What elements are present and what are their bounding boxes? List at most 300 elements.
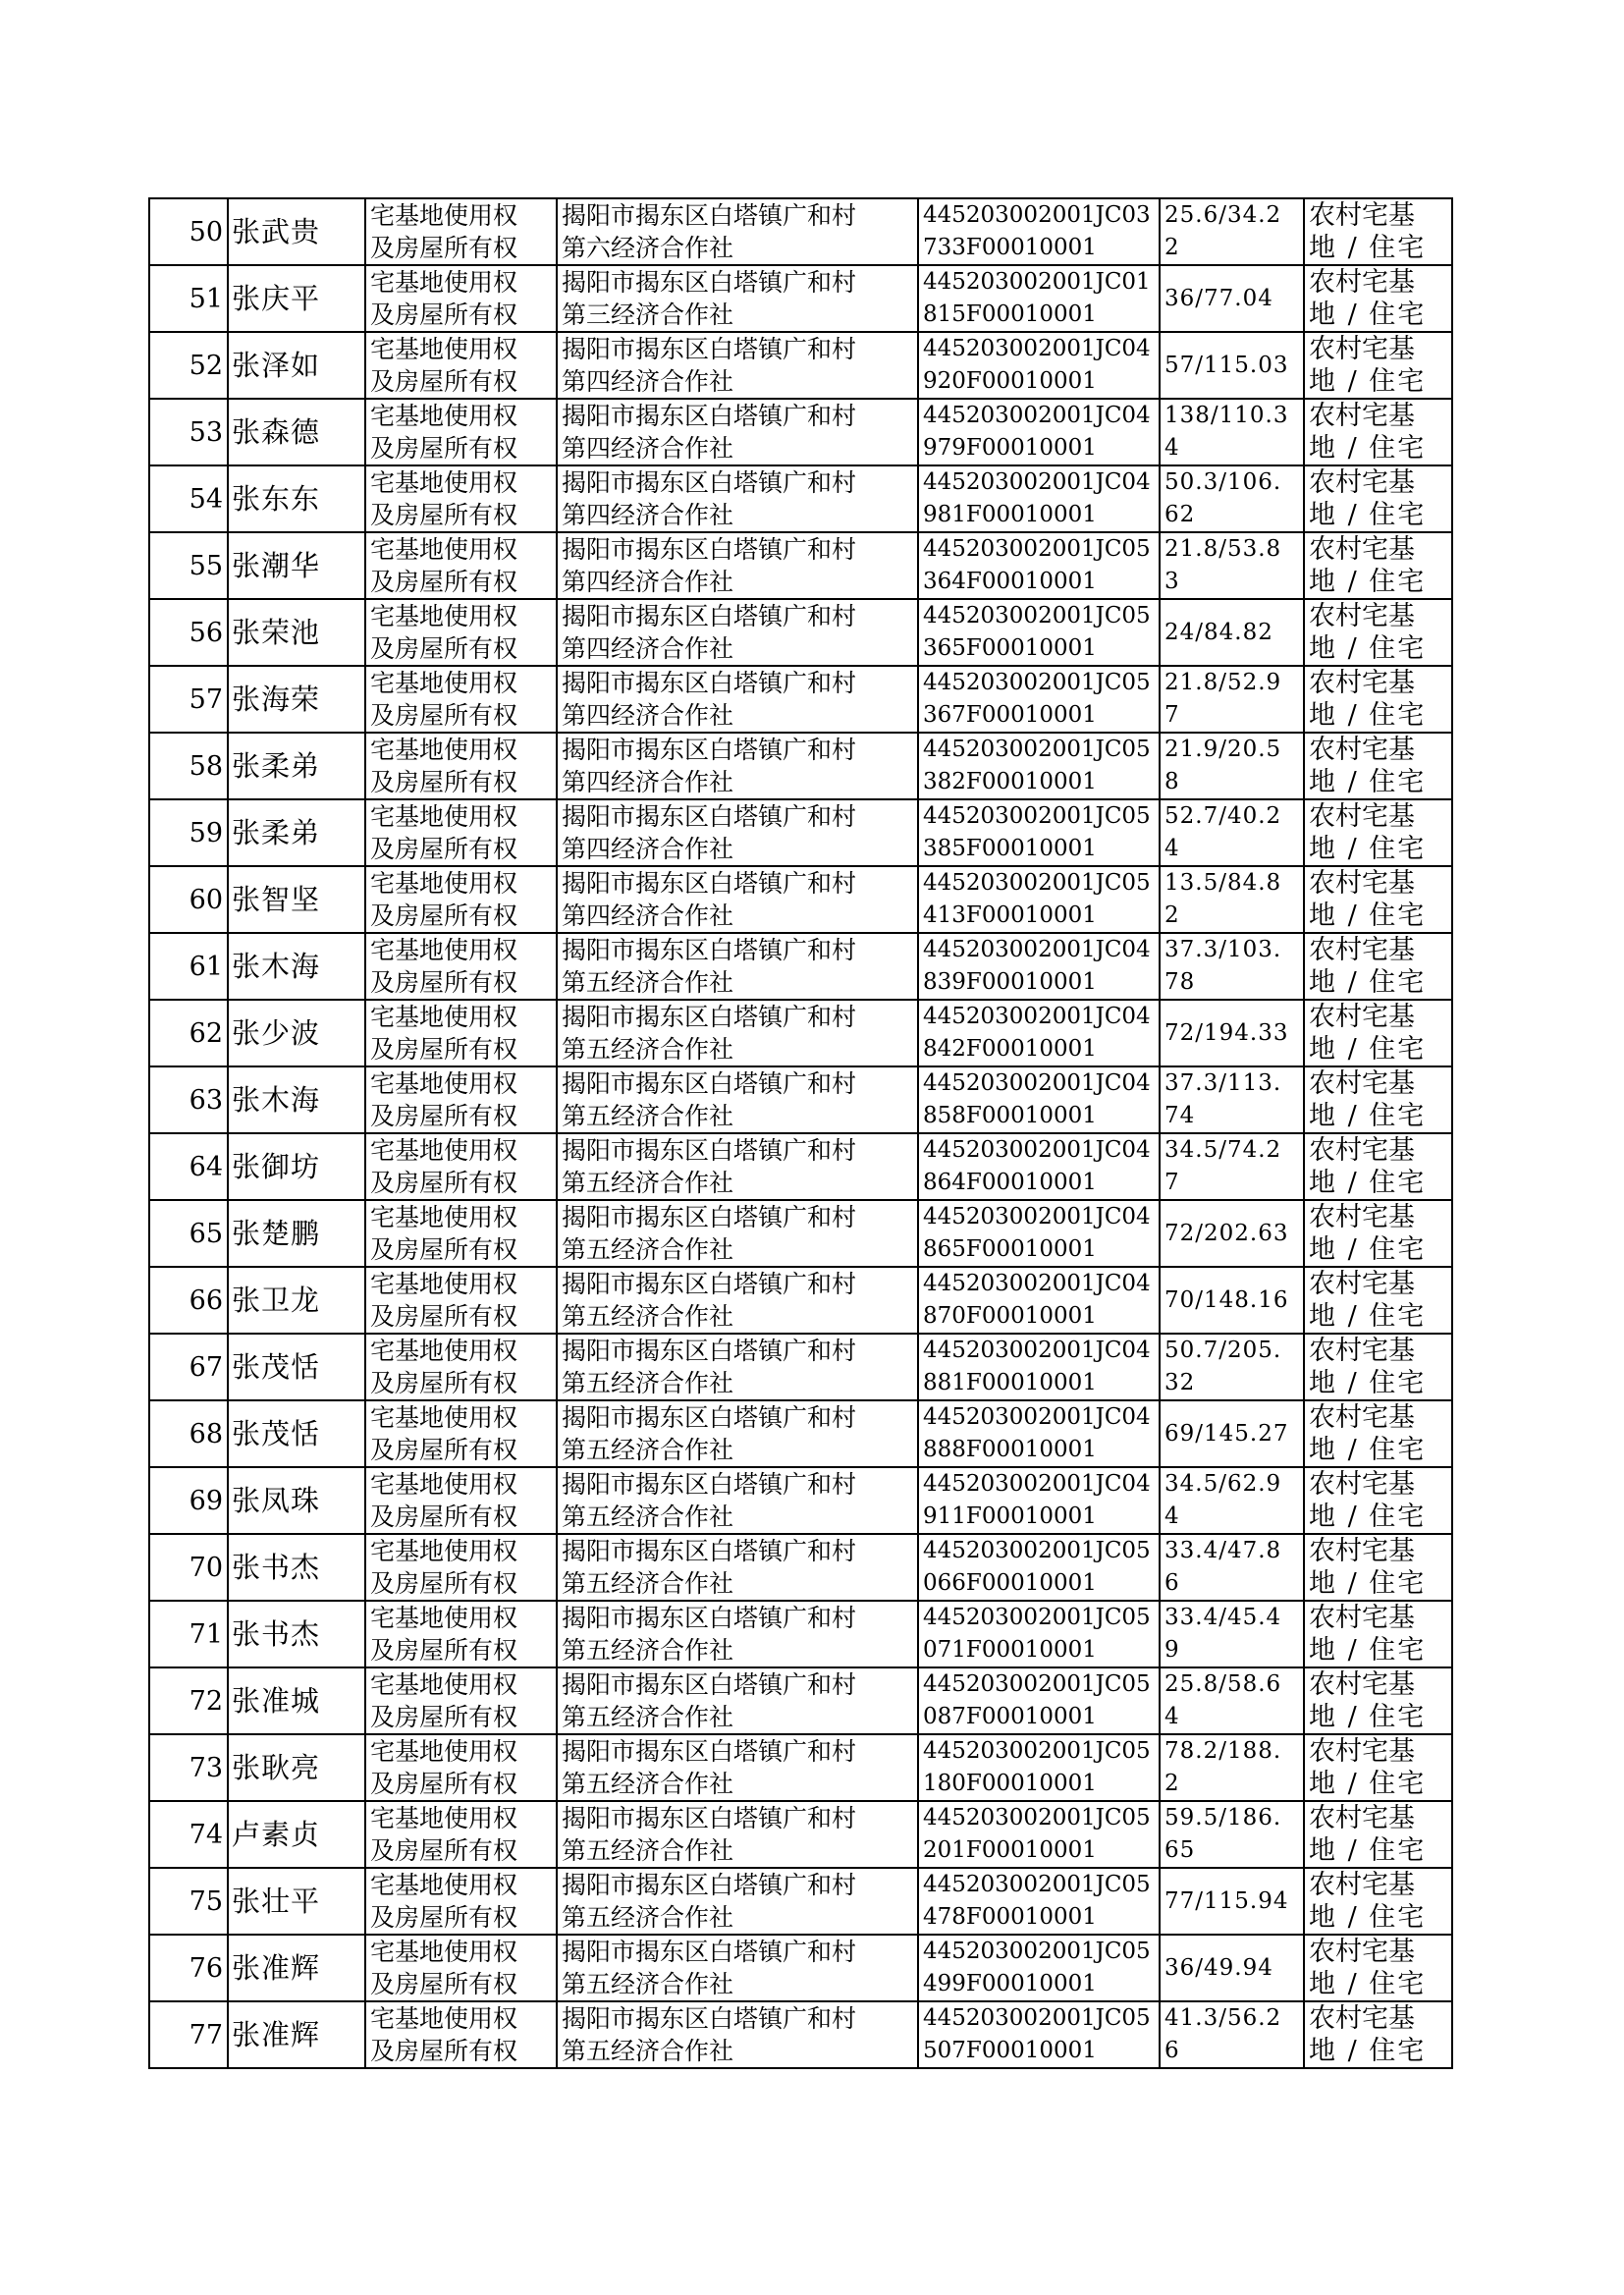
row-number-cell: 70 (149, 1534, 228, 1601)
table-row (149, 1267, 1452, 1334)
right-type-cell (365, 265, 557, 332)
parcel-code-line: 445203002001JC03 (923, 202, 1151, 228)
collective-org-line: 揭阳市揭东区白塔镇广和村 (562, 468, 857, 497)
collective-org-line: 第五经济合作社 (562, 2037, 734, 2065)
right-type-line: 及房屋所有权 (370, 1369, 518, 1397)
table-row (149, 1935, 1452, 2001)
right-type-cell (365, 1935, 557, 2001)
area-value-cell (1160, 599, 1304, 666)
parcel-code-cell (918, 198, 1160, 265)
parcel-code-line: 815F00010001 (923, 301, 1097, 327)
parcel-code-line: 201F00010001 (923, 1837, 1097, 1863)
row-number-cell: 56 (149, 599, 228, 666)
parcel-code-line: 445203002001JC04 (923, 1004, 1151, 1029)
parcel-code-cell (918, 1400, 1160, 1467)
collective-org-cell (557, 1133, 918, 1200)
land-use-line: 农村宅基 (1309, 401, 1415, 431)
owner-name-cell: 张东东 (228, 465, 365, 532)
area-value-line: 69/145.27 (1164, 1420, 1289, 1447)
area-value-line: 24/84.82 (1164, 619, 1273, 645)
table-row (149, 1601, 1452, 1667)
land-use-cell (1304, 1267, 1452, 1334)
right-type-line: 及房屋所有权 (370, 434, 518, 463)
land-use-line: 农村宅基 (1309, 1536, 1415, 1566)
parcel-code-cell (918, 599, 1160, 666)
parcel-code-line: 180F00010001 (923, 1771, 1097, 1796)
right-type-cell (365, 733, 557, 799)
right-type-line: 宅基地使用权 (370, 1871, 518, 1899)
land-use-line: 地 / 住宅 (1309, 834, 1427, 864)
collective-org-cell (557, 1000, 918, 1066)
right-type-line: 宅基地使用权 (370, 1270, 518, 1298)
table-row (149, 866, 1452, 933)
area-value-line: 59.5/186. (1164, 1805, 1282, 1831)
owner-name-cell: 张少波 (228, 1000, 365, 1066)
land-use-line: 地 / 住宅 (1309, 967, 1427, 998)
parcel-code-line: 445203002001JC04 (923, 1338, 1151, 1363)
right-type-line: 宅基地使用权 (370, 869, 518, 898)
land-use-line: 地 / 住宅 (1309, 901, 1427, 931)
right-type-line: 宅基地使用权 (370, 1938, 518, 1966)
table-row (149, 1200, 1452, 1267)
land-use-cell (1304, 198, 1452, 265)
right-type-cell (365, 599, 557, 666)
area-value-line: 37.3/103. (1164, 937, 1282, 962)
land-use-line: 农村宅基 (1309, 1402, 1415, 1433)
area-value-line: 7 (1164, 1170, 1180, 1195)
right-type-cell (365, 1667, 557, 1734)
owner-name-cell: 张楚鹏 (228, 1200, 365, 1267)
row-number-cell: 65 (149, 1200, 228, 1267)
land-use-cell (1304, 666, 1452, 733)
parcel-code-cell (918, 465, 1160, 532)
parcel-code-cell (918, 733, 1160, 799)
right-type-line: 宅基地使用权 (370, 468, 518, 497)
parcel-code-cell (918, 1868, 1160, 1935)
collective-org-line: 揭阳市揭东区白塔镇广和村 (562, 936, 857, 964)
collective-org-line: 第四经济合作社 (562, 634, 734, 663)
area-value-cell (1160, 1267, 1304, 1334)
area-value-cell (1160, 933, 1304, 1000)
land-use-cell (1304, 2001, 1452, 2068)
right-type-line: 及房屋所有权 (370, 968, 518, 997)
collective-org-line: 揭阳市揭东区白塔镇广和村 (562, 1270, 857, 1298)
area-value-line: 78 (1164, 969, 1196, 995)
collective-org-line: 揭阳市揭东区白塔镇广和村 (562, 535, 857, 564)
collective-org-line: 揭阳市揭东区白塔镇广和村 (562, 1203, 857, 1231)
area-value-line: 62 (1164, 502, 1196, 527)
collective-org-cell (557, 866, 918, 933)
land-use-line: 地 / 住宅 (1309, 1502, 1427, 1532)
area-value-line: 78.2/188. (1164, 1738, 1282, 1764)
parcel-code-cell (918, 1935, 1160, 2001)
collective-org-line: 第五经济合作社 (562, 1770, 734, 1798)
collective-org-line: 揭阳市揭东区白塔镇广和村 (562, 1537, 857, 1565)
land-use-line: 农村宅基 (1309, 1002, 1415, 1032)
parcel-code-cell (918, 1667, 1160, 1734)
area-value-line: 21.8/53.8 (1164, 536, 1282, 562)
area-value-line: 50.3/106. (1164, 469, 1282, 495)
area-value-line: 2 (1164, 235, 1180, 260)
area-value-cell (1160, 1200, 1304, 1267)
land-use-cell (1304, 1734, 1452, 1801)
land-use-line: 地 / 住宅 (1309, 1101, 1427, 1131)
right-type-line: 宅基地使用权 (370, 1003, 518, 1031)
land-use-line: 农村宅基 (1309, 801, 1415, 832)
area-value-line: 57/115.03 (1164, 352, 1289, 378)
parcel-code-cell (918, 1334, 1160, 1400)
registry-table-body (149, 198, 1452, 2068)
area-value-line: 65 (1164, 1837, 1196, 1863)
right-type-line: 宅基地使用权 (370, 736, 518, 764)
table-row (149, 1467, 1452, 1534)
parcel-code-cell (918, 1133, 1160, 1200)
right-type-line: 宅基地使用权 (370, 268, 518, 297)
area-value-line: 37.3/113. (1164, 1070, 1282, 1096)
land-use-line: 农村宅基 (1309, 601, 1415, 631)
right-type-line: 宅基地使用权 (370, 802, 518, 831)
parcel-code-cell (918, 933, 1160, 1000)
area-value-line: 25.6/34.2 (1164, 202, 1282, 228)
collective-org-line: 揭阳市揭东区白塔镇广和村 (562, 268, 857, 297)
right-type-cell (365, 399, 557, 465)
parcel-code-cell (918, 1467, 1160, 1534)
table-row (149, 1400, 1452, 1467)
parcel-code-cell (918, 1534, 1160, 1601)
collective-org-line: 揭阳市揭东区白塔镇广和村 (562, 402, 857, 430)
collective-org-line: 第五经济合作社 (562, 1235, 734, 1264)
land-use-line: 地 / 住宅 (1309, 1435, 1427, 1465)
collective-org-cell (557, 465, 918, 532)
table-row (149, 1667, 1452, 1734)
right-type-line: 及房屋所有权 (370, 768, 518, 796)
parcel-code-line: 445203002001JC05 (923, 1872, 1151, 1897)
right-type-line: 及房屋所有权 (370, 501, 518, 529)
collective-org-line: 第五经济合作社 (562, 1569, 734, 1598)
land-use-cell (1304, 1400, 1452, 1467)
collective-org-cell (557, 1334, 918, 1400)
collective-org-line: 第五经济合作社 (562, 1703, 734, 1731)
land-use-line: 地 / 住宅 (1309, 633, 1427, 664)
land-use-line: 地 / 住宅 (1309, 300, 1427, 330)
area-value-cell (1160, 1801, 1304, 1868)
right-type-line: 宅基地使用权 (370, 669, 518, 697)
table-row (149, 265, 1452, 332)
land-use-line: 地 / 住宅 (1309, 1835, 1427, 1866)
parcel-code-line: 445203002001JC05 (923, 603, 1151, 628)
parcel-code-line: 870F00010001 (923, 1303, 1097, 1329)
area-value-cell (1160, 465, 1304, 532)
parcel-code-line: 413F00010001 (923, 902, 1097, 928)
owner-name-cell: 张泽如 (228, 332, 365, 399)
table-row (149, 666, 1452, 733)
collective-org-line: 揭阳市揭东区白塔镇广和村 (562, 1670, 857, 1699)
right-type-line: 宅基地使用权 (370, 1203, 518, 1231)
land-use-line: 农村宅基 (1309, 2003, 1415, 2034)
collective-org-cell (557, 532, 918, 599)
owner-name-cell: 张庆平 (228, 265, 365, 332)
land-use-cell (1304, 1801, 1452, 1868)
parcel-code-cell (918, 799, 1160, 866)
area-value-cell (1160, 332, 1304, 399)
land-use-line: 农村宅基 (1309, 1937, 1415, 1967)
parcel-code-line: 920F00010001 (923, 368, 1097, 394)
parcel-code-line: 733F00010001 (923, 235, 1097, 260)
land-use-line: 农村宅基 (1309, 1603, 1415, 1633)
area-value-line: 77/115.94 (1164, 1887, 1289, 1914)
area-value-line: 4 (1164, 1503, 1180, 1529)
right-type-line: 及房屋所有权 (370, 1703, 518, 1731)
parcel-code-line: 979F00010001 (923, 435, 1097, 461)
area-value-line: 21.8/52.9 (1164, 670, 1282, 695)
right-type-line: 宅基地使用权 (370, 335, 518, 363)
right-type-cell (365, 1868, 557, 1935)
area-value-cell (1160, 532, 1304, 599)
parcel-code-cell (918, 265, 1160, 332)
table-row (149, 2001, 1452, 2068)
row-number-cell: 71 (149, 1601, 228, 1667)
owner-name-cell: 张海荣 (228, 666, 365, 733)
parcel-code-line: 865F00010001 (923, 1236, 1097, 1262)
land-use-line: 地 / 住宅 (1309, 433, 1427, 464)
collective-org-line: 揭阳市揭东区白塔镇广和村 (562, 335, 857, 363)
owner-name-cell: 张准城 (228, 1667, 365, 1734)
table-row (149, 399, 1452, 465)
collective-org-line: 揭阳市揭东区白塔镇广和村 (562, 1337, 857, 1365)
area-value-line: 4 (1164, 836, 1180, 861)
area-value-line: 2 (1164, 1771, 1180, 1796)
land-use-line: 地 / 住宅 (1309, 366, 1427, 397)
right-type-cell (365, 1601, 557, 1667)
land-use-line: 地 / 住宅 (1309, 700, 1427, 731)
area-value-cell (1160, 399, 1304, 465)
right-type-line: 及房屋所有权 (370, 1770, 518, 1798)
right-type-cell (365, 2001, 557, 2068)
parcel-code-line: 445203002001JC04 (923, 1204, 1151, 1229)
collective-org-cell (557, 1467, 918, 1534)
owner-name-cell: 张卫龙 (228, 1267, 365, 1334)
parcel-code-line: 445203002001JC05 (923, 870, 1151, 896)
right-type-line: 宅基地使用权 (370, 1670, 518, 1699)
table-row (149, 1334, 1452, 1400)
area-value-cell (1160, 1334, 1304, 1400)
row-number-cell: 72 (149, 1667, 228, 1734)
area-value-line: 70/148.16 (1164, 1286, 1289, 1313)
row-number-cell: 73 (149, 1734, 228, 1801)
table-row (149, 933, 1452, 1000)
land-use-cell (1304, 399, 1452, 465)
collective-org-cell (557, 799, 918, 866)
collective-org-line: 揭阳市揭东区白塔镇广和村 (562, 669, 857, 697)
parcel-code-cell (918, 332, 1160, 399)
collective-org-cell (557, 1267, 918, 1334)
right-type-cell (365, 1267, 557, 1334)
land-use-cell (1304, 1667, 1452, 1734)
right-type-cell (365, 532, 557, 599)
right-type-cell (365, 1066, 557, 1133)
land-use-cell (1304, 733, 1452, 799)
right-type-line: 宅基地使用权 (370, 1537, 518, 1565)
area-value-line: 32 (1164, 1370, 1196, 1395)
parcel-code-line: 858F00010001 (923, 1103, 1097, 1128)
row-number-cell: 51 (149, 265, 228, 332)
row-number-cell: 62 (149, 1000, 228, 1066)
right-type-line: 及房屋所有权 (370, 1836, 518, 1865)
collective-org-line: 揭阳市揭东区白塔镇广和村 (562, 802, 857, 831)
land-use-line: 地 / 住宅 (1309, 1635, 1427, 1666)
collective-org-line: 第五经济合作社 (562, 1836, 734, 1865)
collective-org-line: 揭阳市揭东区白塔镇广和村 (562, 736, 857, 764)
collective-org-line: 第五经济合作社 (562, 1503, 734, 1531)
land-use-line: 农村宅基 (1309, 1469, 1415, 1500)
parcel-code-line: 478F00010001 (923, 1904, 1097, 1930)
collective-org-line: 第五经济合作社 (562, 1970, 734, 1998)
collective-org-line: 第四经济合作社 (562, 768, 734, 796)
row-number-cell: 64 (149, 1133, 228, 1200)
collective-org-line: 揭阳市揭东区白塔镇广和村 (562, 1403, 857, 1432)
collective-org-cell (557, 666, 918, 733)
parcel-code-line: 445203002001JC05 (923, 1671, 1151, 1697)
row-number-cell: 75 (149, 1868, 228, 1935)
area-value-line: 21.9/20.5 (1164, 737, 1282, 762)
area-value-cell (1160, 733, 1304, 799)
table-row (149, 1868, 1452, 1935)
table-row (149, 465, 1452, 532)
collective-org-cell (557, 1200, 918, 1267)
owner-name-cell: 张潮华 (228, 532, 365, 599)
collective-org-line: 第六经济合作社 (562, 234, 734, 262)
parcel-code-line: 385F00010001 (923, 836, 1097, 861)
parcel-code-line: 445203002001JC05 (923, 670, 1151, 695)
land-use-cell (1304, 1334, 1452, 1400)
right-type-line: 及房屋所有权 (370, 701, 518, 730)
collective-org-line: 揭阳市揭东区白塔镇广和村 (562, 1737, 857, 1766)
land-use-line: 地 / 住宅 (1309, 1702, 1427, 1732)
area-value-cell (1160, 1868, 1304, 1935)
right-type-line: 宅基地使用权 (370, 1403, 518, 1432)
land-use-line: 农村宅基 (1309, 668, 1415, 698)
row-number-cell: 68 (149, 1400, 228, 1467)
right-type-line: 宅基地使用权 (370, 2004, 518, 2033)
parcel-code-line: 087F00010001 (923, 1704, 1097, 1729)
land-use-line: 地 / 住宅 (1309, 500, 1427, 530)
land-use-cell (1304, 532, 1452, 599)
parcel-code-cell (918, 1000, 1160, 1066)
row-number-cell: 52 (149, 332, 228, 399)
collective-org-cell (557, 2001, 918, 2068)
row-number-cell: 54 (149, 465, 228, 532)
collective-org-line: 揭阳市揭东区白塔镇广和村 (562, 2004, 857, 2033)
parcel-code-cell (918, 2001, 1160, 2068)
area-value-cell (1160, 1601, 1304, 1667)
right-type-line: 宅基地使用权 (370, 1470, 518, 1499)
area-value-cell (1160, 666, 1304, 733)
right-type-cell (365, 799, 557, 866)
parcel-code-line: 445203002001JC04 (923, 937, 1151, 962)
land-use-line: 农村宅基 (1309, 1336, 1415, 1366)
collective-org-line: 揭阳市揭东区白塔镇广和村 (562, 602, 857, 630)
land-use-line: 地 / 住宅 (1309, 1902, 1427, 1933)
parcel-code-line: 445203002001JC04 (923, 1271, 1151, 1296)
area-value-line: 7 (1164, 702, 1180, 728)
land-use-line: 农村宅基 (1309, 534, 1415, 565)
row-number-cell: 60 (149, 866, 228, 933)
parcel-code-line: 445203002001JC05 (923, 1738, 1151, 1764)
collective-org-line: 第四经济合作社 (562, 568, 734, 596)
area-value-line: 33.4/47.8 (1164, 1538, 1282, 1563)
collective-org-cell (557, 1667, 918, 1734)
owner-name-cell: 张耿亮 (228, 1734, 365, 1801)
right-type-line: 宅基地使用权 (370, 535, 518, 564)
area-value-line: 74 (1164, 1103, 1196, 1128)
area-value-cell (1160, 799, 1304, 866)
right-type-cell (365, 866, 557, 933)
collective-org-cell (557, 1066, 918, 1133)
parcel-code-line: 445203002001JC05 (923, 1805, 1151, 1831)
land-use-line: 地 / 住宅 (1309, 1234, 1427, 1265)
owner-name-cell: 张准辉 (228, 2001, 365, 2068)
right-type-line: 及房屋所有权 (370, 2037, 518, 2065)
table-row (149, 1133, 1452, 1200)
collective-org-line: 揭阳市揭东区白塔镇广和村 (562, 1470, 857, 1499)
collective-org-cell (557, 1868, 918, 1935)
collective-org-cell (557, 198, 918, 265)
area-value-line: 50.7/205. (1164, 1338, 1282, 1363)
collective-org-cell (557, 1400, 918, 1467)
land-use-line: 农村宅基 (1309, 1870, 1415, 1900)
area-value-line: 52.7/40.2 (1164, 803, 1282, 829)
right-type-line: 宅基地使用权 (370, 1136, 518, 1165)
area-value-line: 13.5/84.8 (1164, 870, 1282, 896)
right-type-cell (365, 1801, 557, 1868)
land-use-line: 农村宅基 (1309, 1669, 1415, 1700)
right-type-cell (365, 1334, 557, 1400)
area-value-line: 36/77.04 (1164, 285, 1273, 311)
row-number-cell: 57 (149, 666, 228, 733)
area-value-line: 8 (1164, 769, 1180, 794)
collective-org-line: 第五经济合作社 (562, 1169, 734, 1197)
parcel-code-cell (918, 866, 1160, 933)
land-use-cell (1304, 1133, 1452, 1200)
right-type-cell (365, 1467, 557, 1534)
area-value-line: 34.5/62.9 (1164, 1471, 1282, 1497)
land-use-line: 农村宅基 (1309, 267, 1415, 298)
land-use-line: 农村宅基 (1309, 1269, 1415, 1299)
right-type-cell (365, 1400, 557, 1467)
collective-org-line: 第五经济合作社 (562, 1436, 734, 1464)
land-use-cell (1304, 799, 1452, 866)
area-value-cell (1160, 1066, 1304, 1133)
area-value-line: 138/110.3 (1164, 403, 1289, 428)
right-type-line: 及房屋所有权 (370, 1302, 518, 1331)
area-value-line: 72/194.33 (1164, 1019, 1289, 1046)
table-row (149, 1734, 1452, 1801)
land-use-line: 地 / 住宅 (1309, 1301, 1427, 1332)
collective-org-line: 揭阳市揭东区白塔镇广和村 (562, 869, 857, 898)
collective-org-cell (557, 733, 918, 799)
land-use-cell (1304, 1200, 1452, 1267)
collective-org-cell (557, 1935, 918, 2001)
table-row (149, 332, 1452, 399)
land-use-line: 农村宅基 (1309, 735, 1415, 765)
table-row (149, 799, 1452, 866)
area-value-cell (1160, 2001, 1304, 2068)
collective-org-line: 揭阳市揭东区白塔镇广和村 (562, 201, 857, 230)
owner-name-cell: 张木海 (228, 1066, 365, 1133)
right-type-line: 宅基地使用权 (370, 936, 518, 964)
collective-org-line: 第五经济合作社 (562, 968, 734, 997)
land-use-cell (1304, 1601, 1452, 1667)
